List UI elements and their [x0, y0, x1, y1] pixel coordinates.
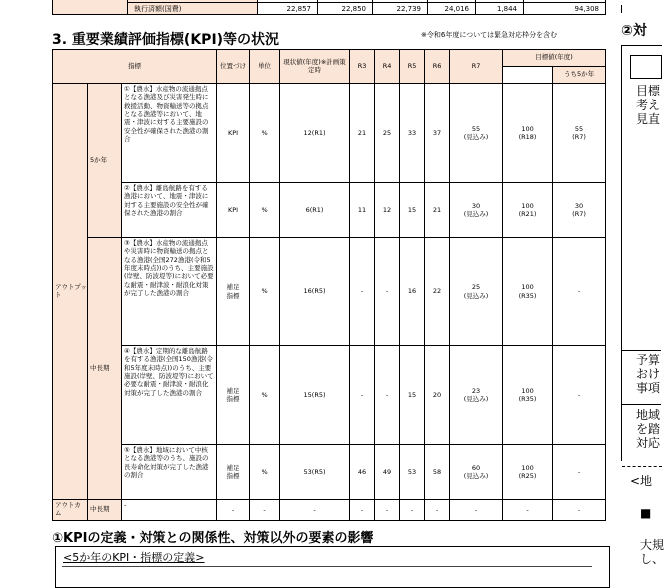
category-5yr: 5か年	[88, 84, 122, 238]
target-cell: 100 (R18)	[503, 84, 553, 183]
position-cell: 補足 指標	[217, 445, 250, 500]
right-panel-text: 目標	[636, 84, 661, 98]
right-panel-header-cell	[630, 55, 662, 79]
target-5yr-cell: -	[553, 346, 606, 445]
right-panel-text: を踏	[636, 422, 661, 436]
header-current: 現状値(年度)※計画策定時	[280, 50, 350, 84]
section-note: ※令和6年度については緊急対応枠分を含む	[421, 31, 558, 39]
kpi-definition-heading: ①KPIの定義・対策との関係性、対策以外の要素の影響	[52, 531, 374, 546]
budget-table	[52, 0, 606, 15]
executed-amount-value: 22,850	[318, 3, 373, 15]
right-panel-text: 予算	[636, 353, 661, 367]
r4-cell: -	[375, 500, 400, 521]
position-cell: 補足 指標	[217, 346, 250, 445]
right-panel-text: 事項	[636, 381, 661, 395]
indicator-text: ④【農水】定期的な離島航路を有する漁港(全国150漁港(令和5年度末時点))のうち、主要施設(岸壁、防波堤等)において必要な耐震・耐津波・耐浪化対策が完了した漁港の割合	[122, 346, 217, 445]
category-output: アウトプット	[53, 84, 88, 500]
right-panel-text: 大規	[640, 538, 664, 552]
r6-cell: 58	[425, 445, 450, 500]
header-r7: R7	[450, 50, 503, 84]
position-cell: KPI	[217, 84, 250, 183]
unit-cell: %	[250, 183, 280, 238]
right-panel-heading: ②対	[621, 23, 647, 39]
right-panel-divider	[621, 404, 661, 405]
category-mid-long-outcome: 中長期	[88, 500, 122, 521]
r6-cell: 37	[425, 84, 450, 183]
r5-cell: 16	[400, 238, 425, 346]
unit-cell: %	[250, 346, 280, 445]
header-indicator: 指標	[53, 50, 217, 84]
r6-cell: 20	[425, 346, 450, 445]
target-5yr-cell: 55 (R7)	[553, 84, 606, 183]
right-panel-text: 見直	[636, 112, 661, 126]
position-cell: -	[217, 500, 250, 521]
right-panel-text: 地域	[636, 408, 661, 422]
right-panel-divider	[621, 5, 622, 13]
header-target-5yr: うち5か年	[553, 67, 606, 84]
target-cell: 100 (R21)	[503, 183, 553, 238]
r7-cell: 60 (見込み)	[450, 445, 503, 500]
r7-cell: 30 (見込み)	[450, 183, 503, 238]
target-5yr-cell: -	[553, 445, 606, 500]
definition-text-cutoff	[62, 566, 592, 567]
r3-cell: -	[350, 238, 375, 346]
executed-amount-label: 執行済額(国費)	[128, 3, 258, 15]
r3-cell: 46	[350, 445, 375, 500]
indicator-text: ③【農水】水産物の流通拠点や災害時に物資輸送の拠点となる漁港(全国272漁港(令和5年度末時点))のうち、主要施設(岸壁、防波堤等)において必要な耐震・耐津波・耐浪化対策が完了した漁港の割合	[122, 238, 217, 346]
right-panel-text: 対応	[636, 436, 661, 450]
indicator-text: -	[122, 500, 217, 521]
current-cell: 6(R1)	[280, 183, 350, 238]
right-panel-text: <地	[630, 474, 653, 488]
executed-amount-value: 1,844	[476, 3, 524, 15]
r5-cell: 15	[400, 183, 425, 238]
header-r4: R4	[375, 50, 400, 84]
target-5yr-cell: 30 (R7)	[553, 183, 606, 238]
indicator-text: ⑤【農水】地域において中核となる漁港等のうち、施設の長寿命化対策が完了した漁港の割合	[122, 445, 217, 500]
r5-cell: 53	[400, 445, 425, 500]
r3-cell: -	[350, 346, 375, 445]
r6-cell: -	[425, 500, 450, 521]
header-r6: R6	[425, 50, 450, 84]
current-cell: 16(R5)	[280, 238, 350, 346]
r7-cell: 55 (見込み)	[450, 84, 503, 183]
r5-cell: -	[400, 500, 425, 521]
r4-cell: 25	[375, 84, 400, 183]
right-panel-dashed-divider	[622, 466, 662, 467]
category-outcome: アウトカム	[53, 500, 88, 521]
header-target: 目標値(年度)	[503, 50, 606, 67]
right-panel-divider	[621, 350, 661, 351]
executed-amount-value: 22,739	[373, 3, 428, 15]
target-5yr-cell: -	[553, 500, 606, 521]
r7-cell: 23 (見込み)	[450, 346, 503, 445]
indicator-text: ①【農水】水産物の流通拠点となる漁港及び災害発生時に救援活動、物資輸送等の拠点となる漁港等において、地震・津波に対する主要施設の安全性が確保された漁港の割合	[122, 84, 217, 183]
r6-cell: 22	[425, 238, 450, 346]
r3-cell: -	[350, 500, 375, 521]
category-mid-long: 中長期	[88, 238, 122, 500]
current-cell: 12(R1)	[280, 84, 350, 183]
current-cell: 15(R5)	[280, 346, 350, 445]
current-cell: -	[280, 500, 350, 521]
section-title: 3. 重要業績評価指標(KPI)等の状況	[52, 32, 280, 48]
target-cell: -	[503, 500, 553, 521]
current-cell: 53(R5)	[280, 445, 350, 500]
input-group-label	[53, 0, 128, 15]
r4-cell: 12	[375, 183, 400, 238]
position-cell: KPI	[217, 183, 250, 238]
target-cell: 100 (R35)	[503, 346, 553, 445]
unit-cell: %	[250, 84, 280, 183]
unit-cell: %	[250, 238, 280, 346]
right-panel-text: 考え	[636, 98, 661, 112]
right-panel-text: し、	[640, 552, 664, 566]
executed-amount-value: 94,308	[524, 3, 606, 15]
target-cell: 100 (R25)	[503, 445, 553, 500]
header-position: 位置づけ	[217, 50, 250, 84]
unit-cell: -	[250, 500, 280, 521]
definition-box-title: <5か年のKPI・指標の定義>	[63, 551, 205, 564]
target-cell: 100 (R35)	[503, 238, 553, 346]
r5-cell: 33	[400, 84, 425, 183]
position-cell: 補足 指標	[217, 238, 250, 346]
target-5yr-cell: -	[553, 238, 606, 346]
r6-cell: 21	[425, 183, 450, 238]
executed-amount-value: 22,857	[258, 3, 318, 15]
right-panel-text: ■	[640, 506, 652, 520]
header-unit: 単位	[250, 50, 280, 84]
kpi-table	[52, 49, 606, 521]
right-panel-text: おけ	[636, 367, 661, 381]
executed-amount-value: 24,016	[428, 3, 476, 15]
r5-cell: 15	[400, 346, 425, 445]
r3-cell: 21	[350, 84, 375, 183]
r4-cell: -	[375, 346, 400, 445]
unit-cell: %	[250, 445, 280, 500]
r3-cell: 11	[350, 183, 375, 238]
r4-cell: -	[375, 238, 400, 346]
indicator-text: ②【農水】離島航路を有する漁港において、地震・津波に対する主要施設の安全性が確保された漁港の割合	[122, 183, 217, 238]
r7-cell: 25 (見込み)	[450, 238, 503, 346]
header-r3: R3	[350, 50, 375, 84]
r4-cell: 49	[375, 445, 400, 500]
r7-cell: -	[450, 500, 503, 521]
header-r5: R5	[400, 50, 425, 84]
